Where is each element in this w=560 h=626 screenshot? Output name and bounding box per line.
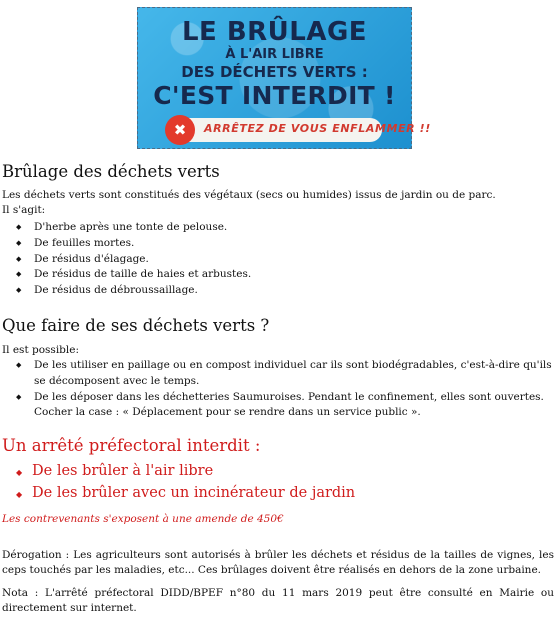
section-lead: Il s'agit: [2, 204, 46, 216]
list-item: ◆ De résidus d'élagage. [16, 252, 251, 268]
list-item: ◆ De résidus de taille de haies et arbustes. [16, 267, 251, 283]
banner-slogan [168, 118, 431, 142]
banner-image [137, 7, 431, 149]
list-item: ◆ D'herbe après une tonte de pelouse. [16, 220, 251, 236]
list-item: ◆ De les déposer dans les déchetteries Saumuroises. Pendant le confinement, elles sont ouvertes. Cocher la case : « Déplacement pour se rendre dans un service public ». [16, 390, 554, 422]
section-intro: Les déchets verts sont constitués des végétaux (secs ou humides) issus de jardin ou de parc. [2, 189, 496, 201]
derogation-text: Dérogation : Les agriculteurs sont autorisés à brûler les déchets et résidus de la tailles de vignes, les ceps touchés par les maladies, etc... Ces brûlages doivent être réalisés en dehors de la zone urbaine. [2, 549, 554, 576]
list-item: ◆ De résidus de débroussaillage. [16, 283, 251, 299]
section-title-what-to-do: Que faire de ses déchets verts ? [2, 316, 270, 335]
prohibition-list [16, 460, 355, 504]
banner-line-4: C'EST INTERDIT ! [153, 81, 396, 110]
penalty-text: Les contrevenants s'exposent à une amende de 450€ [2, 513, 284, 525]
list-item: ◆ De les brûler avec un incinérateur de jardin [16, 482, 355, 504]
banner-slogan-text: ARRÊTEZ DE VOUS ENFLAMMER !! [204, 122, 431, 135]
note-text: Nota : L'arrêté préfectoral DIDD/BPEF n°80 du 11 mars 2019 peut être consulté en Mairie ou directement sur internet. [2, 587, 554, 614]
options-list [16, 358, 554, 421]
section-title-burning: Brûlage des déchets verts [2, 162, 220, 181]
list-item: ◆ De les utiliser en paillage ou en compost individuel car ils sont biodégradables, c'est-à-dire qu'ils se décomposent avec le temps. [16, 358, 554, 390]
banner-line-2: À L'AIR LIBRE [225, 47, 324, 62]
list-item: ◆ De feuilles mortes. [16, 236, 251, 252]
flame-prohibited-icon: ✖ [165, 115, 195, 145]
list-item: ◆ De les brûler à l'air libre [16, 460, 355, 482]
banner-line-1: LE BRÛLAGE [181, 17, 368, 47]
banner-line-3: DES DÉCHETS VERTS : [181, 63, 368, 81]
section-lead: Il est possible: [2, 344, 80, 356]
green-waste-list [16, 220, 251, 299]
section-title-prohibition: Un arrêté préfectoral interdit : [2, 436, 261, 455]
